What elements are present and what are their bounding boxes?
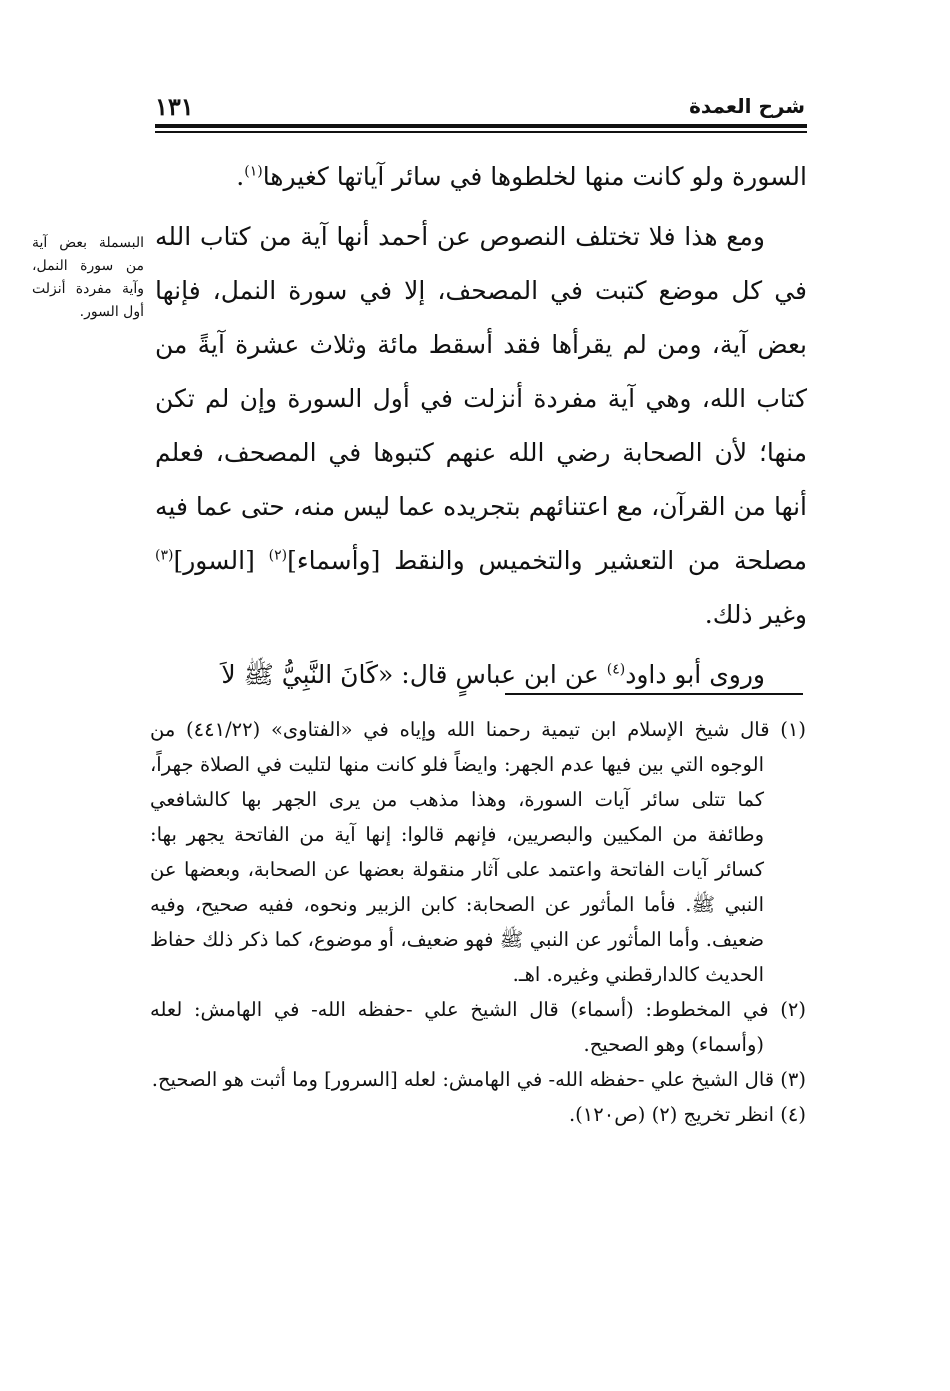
page-number: ١٣١: [155, 92, 194, 121]
footnote-ref-3[interactable]: (٣): [155, 547, 174, 564]
footnote-ref-1[interactable]: (١): [244, 163, 263, 180]
paragraph-3: وروى أبو داود$^{(٤)}$ عن ابن عباسٍ قال: «كَانَ النَّبِيُّ ﷺ لاَ: [221, 660, 765, 689]
footnote-3: (٣) قال الشيخ علي -حفظه الله- في الهامش: لعله [السرور] وما أثبت هو الصحيح.: [151, 1068, 806, 1091]
footnote-ref-2[interactable]: (٢): [268, 547, 288, 564]
paragraph-2: ومع هذا فلا تختلف النصوص عن أحمد أنها آية من كتاب الله في كل موضع كتبت في المصحف، إلا في سورة النمل، فإنها بعض آية، ومن لم يقرأها فقد أسقط مائة وثلاث عشرة آيةً من كتاب الله، وهي آية مفردة أنزلت في أول السورة وإن لم تكن منها؛ لأن الصحابة رضي الله عنهم كتبوها في المصحف، فعلم أنها من القرآن، مع اعتنائهم بتجريده عما ليس منه، حتى عما فيه مصلحة من التعشير والتخميس والنقط [وأسماء]$^{(٢)}$ [السور]$^{(٣)}$ وغير ذلك.: [155, 222, 807, 629]
footnote-1: (١) قال شيخ الإسلام ابن تيمية رحمنا الله وإياه في «الفتاوى» (٤٤١/٢٢) من الوجوه التي بين فيها عدم الجهر: وايضاً فلو كانت منها لتليت في الصلاة جهراً، كما تتلى سائر آيات السورة، وهذا مذهب من يرى الجهر بها كالشافعي وطائفة من المكيين والبصريين، فإنهم قالوا: إنها آية من الفاتحة يجهر بها: كسائر آيات الفاتحة واعتمد على آثار منقولة بعضها عن الصحابة، وبعضها عن النبي ﷺ. فأما المأثور عن الصحابة: كابن الزبير ونحوه، ففيه صحيح، وفيه ضعيف. وأما المأثور عن النبي ﷺ فهو ضعيف، أو موضوع، كما ذكر ذلك حفاظ الحديث كالدارقطني وغيره. اهـ.: [150, 718, 806, 986]
footnote-2: (٢) في المخطوط: (أسماء) قال الشيخ علي -حفظه الله- في الهامش: لعله (وأسماء) وهو الصحيح.: [150, 998, 806, 1056]
footnote-4: (٤) انظر تخريج (٢) (ص١٢٠).: [568, 1103, 806, 1126]
paragraph-1: السورة ولو كانت منها لخلطوها في سائر آياتها كغيرها$^{(١)}$.: [236, 162, 807, 191]
footnote-ref-4[interactable]: (٤): [606, 661, 626, 678]
running-title: شرح العمدة: [689, 94, 805, 118]
margin-note: البسملة بعض آية من سورة النمل، وآية مفردة أنزلت أول السور.: [32, 235, 144, 320]
header-rule-thin: [155, 131, 807, 133]
header-rule-thick: [155, 124, 807, 128]
footnotes: [150, 712, 806, 1132]
main-text: [155, 150, 807, 708]
page-header: [155, 92, 805, 122]
footnote-separator: [505, 693, 803, 695]
